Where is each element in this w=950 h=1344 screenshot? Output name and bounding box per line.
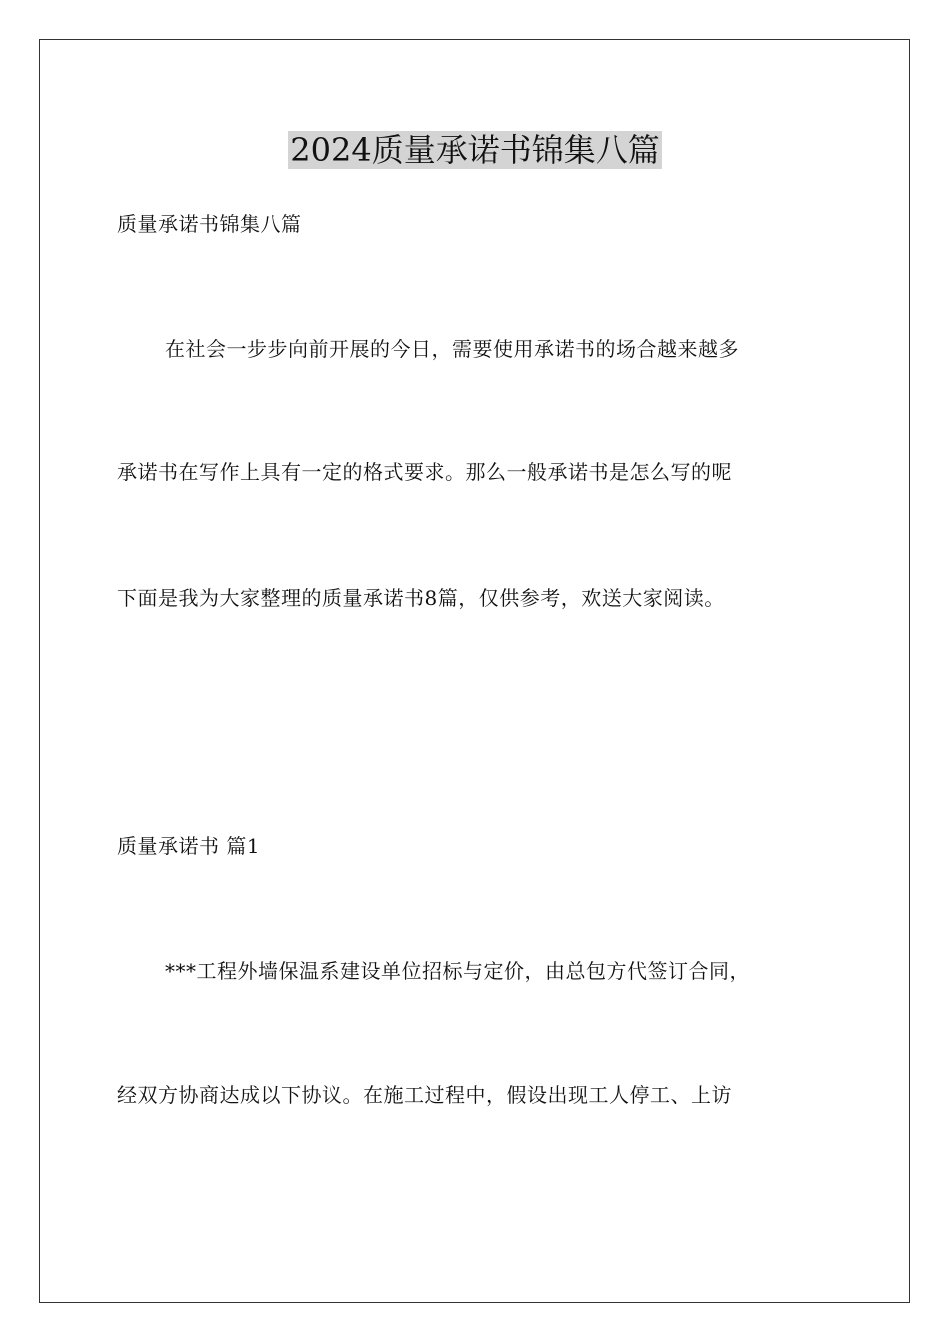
paragraph-line: 承诺书在写作上具有一定的格式要求。那么一般承诺书是怎么写的呢 xyxy=(117,460,732,484)
paragraph-line: 下面是我为大家整理的质量承诺书8篇，仅供参考，欢送大家阅读。 xyxy=(117,586,725,610)
section-heading: 质量承诺书 篇1 xyxy=(117,834,261,858)
document-title-text: 2024质量承诺书锦集八篇 xyxy=(290,131,660,169)
subtitle-line: 质量承诺书锦集八篇 xyxy=(117,212,302,236)
paragraph-line: ***工程外墙保温系建设单位招标与定价，由总包方代签订合同， xyxy=(165,959,750,983)
paragraph-line: 经双方协商达成以下协议。在施工过程中，假设出现工人停工、上访 xyxy=(117,1083,732,1107)
paragraph-line: 在社会一步步向前开展的今日，需要使用承诺书的场合越来越多 xyxy=(165,337,739,361)
document-title xyxy=(0,126,950,174)
